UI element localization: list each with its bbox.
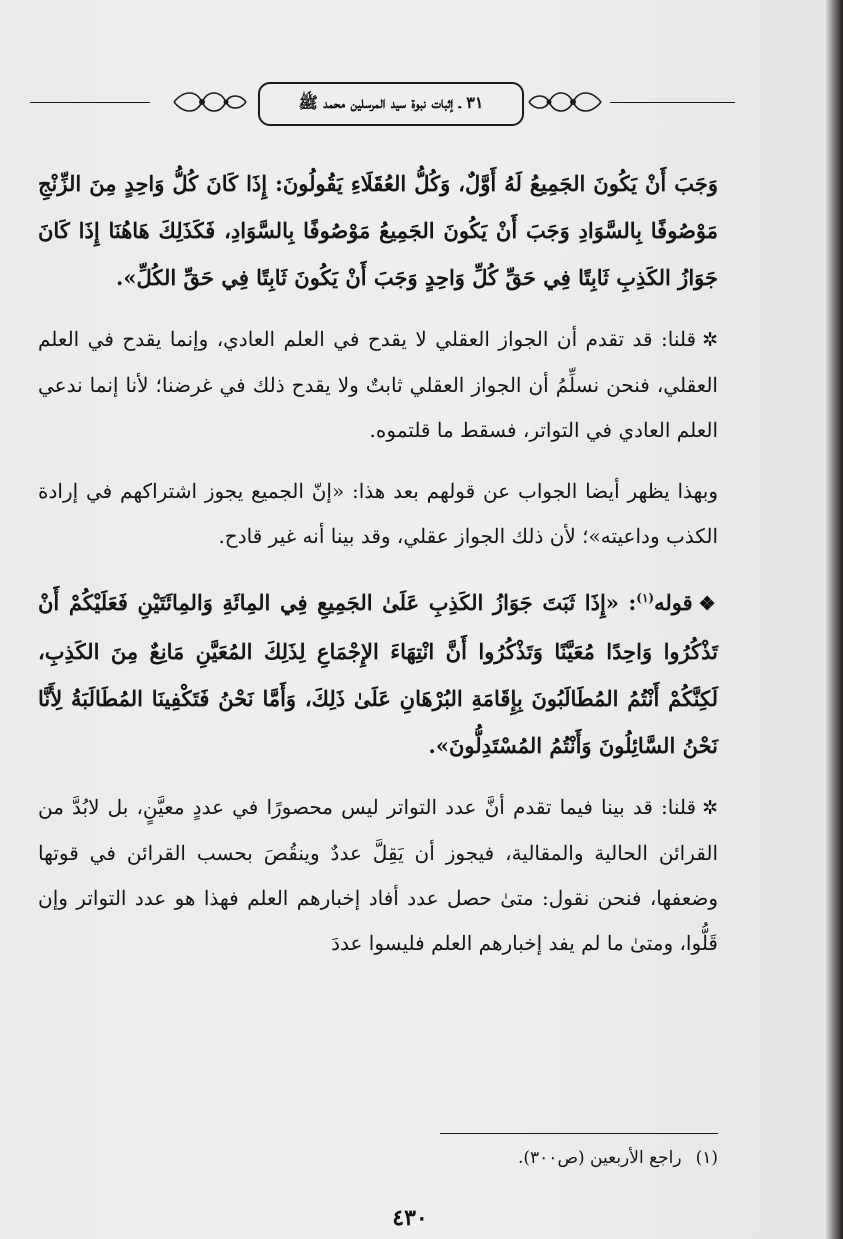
footnote-text: راجع الأربعين (ص٣٠٠). xyxy=(518,1148,682,1168)
footnote-number: (١) xyxy=(695,1148,718,1168)
paragraph-4-text: : «إِذَا ثَبَتَ جَوَازُ الكَذِبِ عَلَىٰ الجَمِيعِ فِي المِائَةِ وَالمِائَتَيْنِ فَعَلَيْكُمْ أَنْ تَذْكُرُوا وَاحِدًا مُعَيَّنًا وَتَذْكُرُوا أَنَّ انْتِهَاءَ الإِجْمَاعِ لِذَلِكَ المُعَيَّنِ مَانِعٌ مِنَ الكَذِبِ، لَكِنَّكُمْ أَنْتُمُ المُطَالَبُونَ بِإِقَامَةِ البُرْهَانِ عَلَىٰ ذَلِكَ، وَأَمَّا نَحْنُ فَتَكْفِينَا المُطَالَبَةُ لِأَنَّا نَحْنُ السَّائِلُونَ وَأَنْتُمُ المُسْتَدِلُّونَ». xyxy=(38,590,718,758)
paragraph-5-text: قلنا: قد بينا فيما تقدم أنَّ عدد التواتر ليس محصورًا في عددٍ معيَّنٍ، بل لابُدَّ من القرائن الحالية والمقالية، فيجوز أن يَقِلَّ عددٌ وينقُصَ بحسب القرائن في قوتها وضعفها، فنحن نقول: متىٰ حصل عدد أفاد إخبارهم العلم فهذا هو عدد التواتر وإن قَلُّوا، ومتىٰ ما لم يفد إخبارهم العلم فليسوا عددَ xyxy=(38,795,718,955)
header-rule-left xyxy=(30,102,150,103)
header-rule-right xyxy=(610,102,735,103)
paragraph-4 xyxy=(38,575,718,769)
header-ornament-left-icon xyxy=(170,86,250,118)
body-text xyxy=(38,160,718,966)
header-ornament-right-icon xyxy=(525,86,605,118)
paragraph-5 xyxy=(38,785,718,966)
paragraph-3: وبهذا يظهر أيضا الجواب عن قولهم بعد هذا: «إنّ الجميع يجوز اشتراكهم في إرادة الكذب وداعيته»؛ لأن ذلك الجواز عقلي، وقد بينا أنه غير قادح. xyxy=(38,479,718,548)
paragraph-4-lead: قوله xyxy=(654,590,693,615)
footnote-divider xyxy=(440,1133,718,1134)
footnote xyxy=(340,1148,718,1168)
page-edge-shadow xyxy=(826,0,843,1239)
asterisk-marker-icon: ✲ xyxy=(702,797,718,819)
chapter-title: ٣١ ـ إثبات نبوة سيد المرسلين محمد ﷺ xyxy=(258,82,524,126)
paragraph-1: وَجَبَ أَنْ يَكُونَ الجَمِيعُ لَهُ أَوَّلٌ، وَكُلُّ العُقَلَاءِ يَقُولُونَ: إِذَا كَانَ كُلُّ وَاحِدٍ مِنَ الزِّنْجِ مَوْصُوفًا بِالسَّوَادِ وَجَبَ أَنْ يَكُونَ الجَمِيعُ مَوْصُوفًا بِالسَّوَادِ، فَكَذَلِكَ هَاهُنَا إِذَا كَانَ جَوَازُ الكَذِبِ ثَابِتًا فِي حَقِّ كُلِّ وَاحِدٍ وَجَبَ أَنْ يَكُونَ ثَابِتًا فِي حَقِّ الكُلِّ». xyxy=(38,171,718,290)
paragraph-2 xyxy=(38,317,718,453)
page-number: ٤٣٠ xyxy=(392,1205,428,1231)
diamond-marker-icon: ❖ xyxy=(698,593,718,615)
footnote-reference: (١) xyxy=(636,591,655,605)
paragraph-2-text: قلنا: قد تقدم أن الجواز العقلي لا يقدح في العلم العادي، وإنما يقدح في العلم العقلي، فنحن نسلِّمُ أن الجواز العقلي ثابتٌ ولا يقدح ذلك في غرضنا؛ لأنا إنما ندعي العلم العادي في التواتر، فسقط ما قلتموه. xyxy=(38,327,718,442)
running-header xyxy=(30,72,715,132)
asterisk-marker-icon: ✲ xyxy=(702,329,718,351)
